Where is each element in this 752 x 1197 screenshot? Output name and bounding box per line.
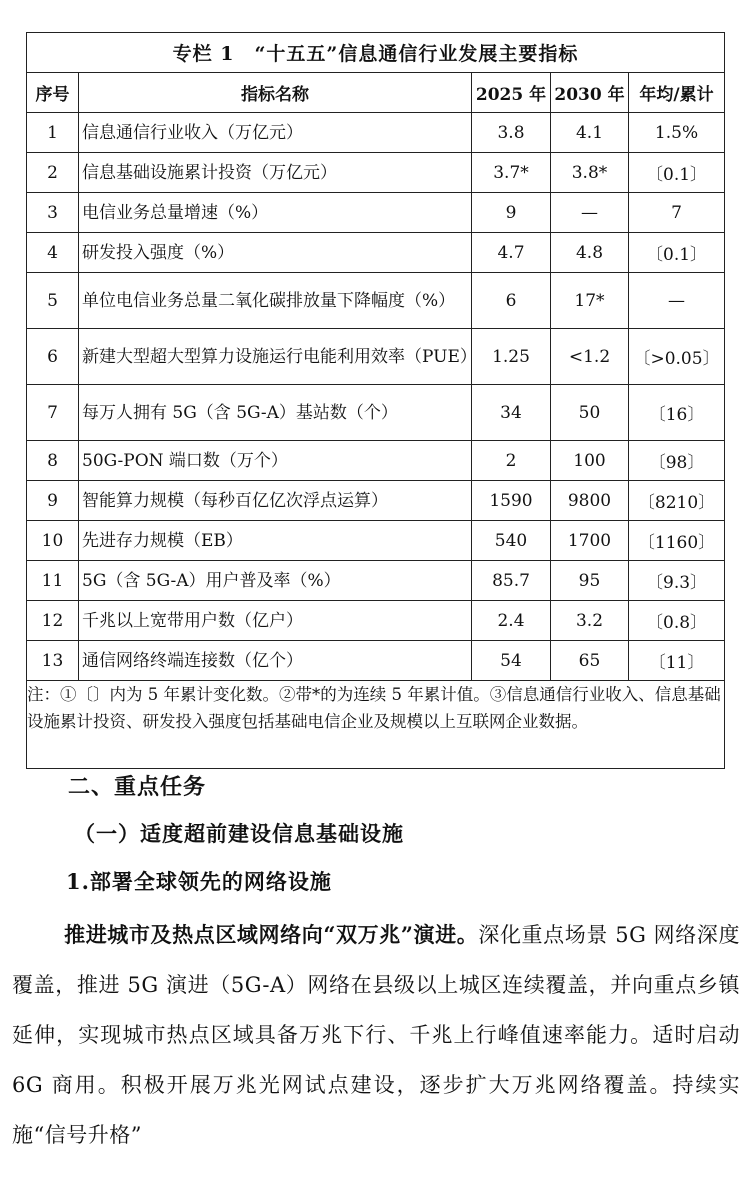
cell-avg: 〔>0.05〕	[629, 329, 725, 385]
body-paragraph	[12, 910, 740, 1160]
cell-name: 智能算力规模（每秒百亿亿次浮点运算）	[79, 481, 472, 521]
table-header-row	[27, 73, 725, 113]
cell-2030: —	[551, 193, 629, 233]
header-no: 序号	[27, 73, 79, 113]
cell-2030: 4.1	[551, 113, 629, 153]
table-row	[27, 521, 725, 561]
cell-no: 5	[27, 273, 79, 329]
item-heading: 1.部署全球领先的网络设施	[66, 869, 332, 894]
cell-2030: 17*	[551, 273, 629, 329]
paragraph-lead: 推进城市及热点区域网络向“双万兆”演进。	[64, 922, 479, 947]
table-note: 注：①〔〕内为 5 年累计变化数。②带*的为连续 5 年累计值。③信息通信行业收入、信息基础设施累计投资、研发投入强度包括基础电信企业及规模以上互联网企业数据。	[27, 681, 725, 769]
cell-name: 电信业务总量增速（%）	[79, 193, 472, 233]
cell-no: 4	[27, 233, 79, 273]
cell-name: 新建大型超大型算力设施运行电能利用效率（PUE）	[79, 329, 472, 385]
cell-avg: 〔1160〕	[629, 521, 725, 561]
cell-no: 7	[27, 385, 79, 441]
indicators-table	[26, 32, 725, 769]
paragraph-body: 深化重点场景 5G 网络深度覆盖，推进 5G 演进（5G-A）网络在县级以上城区连续覆盖，并向重点乡镇延伸，实现城市热点区域具备万兆下行、千兆上行峰值速率能力。适时启动 6G 商用。积极开展万兆光网试点建设，逐步扩大万兆网络覆盖。持续实施“信号升格”	[12, 923, 740, 1147]
cell-name: 5G（含 5G-A）用户普及率（%）	[79, 561, 472, 601]
cell-2030: 3.8*	[551, 153, 629, 193]
cell-no: 3	[27, 193, 79, 233]
cell-avg: 7	[629, 193, 725, 233]
section-heading: 二、重点任务	[68, 774, 207, 800]
cell-2025: 6	[472, 273, 551, 329]
cell-name: 先进存力规模（EB）	[79, 521, 472, 561]
table-row	[27, 641, 725, 681]
header-2030: 2030 年	[551, 73, 629, 113]
table-row	[27, 193, 725, 233]
cell-2030: 95	[551, 561, 629, 601]
table-note-row	[27, 681, 725, 769]
cell-avg: 〔0.8〕	[629, 601, 725, 641]
cell-name: 研发投入强度（%）	[79, 233, 472, 273]
cell-name: 50G-PON 端口数（万个）	[79, 441, 472, 481]
cell-avg: 〔11〕	[629, 641, 725, 681]
cell-no: 13	[27, 641, 79, 681]
cell-2030: 4.8	[551, 233, 629, 273]
cell-2025: 540	[472, 521, 551, 561]
cell-2030: <1.2	[551, 329, 629, 385]
cell-name: 通信网络终端连接数（亿个）	[79, 641, 472, 681]
cell-no: 11	[27, 561, 79, 601]
table-row	[27, 329, 725, 385]
cell-no: 2	[27, 153, 79, 193]
table-row	[27, 273, 725, 329]
cell-name: 信息基础设施累计投资（万亿元）	[79, 153, 472, 193]
cell-2025: 2	[472, 441, 551, 481]
header-2025: 2025 年	[472, 73, 551, 113]
cell-2025: 85.7	[472, 561, 551, 601]
cell-avg: 〔16〕	[629, 385, 725, 441]
cell-avg: 〔0.1〕	[629, 153, 725, 193]
table-row	[27, 561, 725, 601]
table-caption-row	[27, 33, 725, 73]
cell-name: 千兆以上宽带用户数（亿户）	[79, 601, 472, 641]
cell-2025: 34	[472, 385, 551, 441]
cell-2030: 1700	[551, 521, 629, 561]
cell-avg: 〔98〕	[629, 441, 725, 481]
table-row	[27, 601, 725, 641]
cell-2025: 9	[472, 193, 551, 233]
table-row	[27, 113, 725, 153]
cell-2030: 100	[551, 441, 629, 481]
cell-avg: —	[629, 273, 725, 329]
cell-2025: 54	[472, 641, 551, 681]
cell-2030: 9800	[551, 481, 629, 521]
cell-2025: 1590	[472, 481, 551, 521]
header-name: 指标名称	[79, 73, 472, 113]
cell-name: 每万人拥有 5G（含 5G-A）基站数（个）	[79, 385, 472, 441]
cell-2025: 3.8	[472, 113, 551, 153]
table-row	[27, 153, 725, 193]
cell-no: 9	[27, 481, 79, 521]
cell-no: 1	[27, 113, 79, 153]
table-body	[27, 113, 725, 681]
cell-name: 信息通信行业收入（万亿元）	[79, 113, 472, 153]
cell-avg: 1.5%	[629, 113, 725, 153]
table-row	[27, 385, 725, 441]
table-row	[27, 233, 725, 273]
cell-avg: 〔9.3〕	[629, 561, 725, 601]
table-caption: 专栏 1 “十五五”信息通信行业发展主要指标	[27, 33, 725, 73]
table-row	[27, 481, 725, 521]
cell-avg: 〔8210〕	[629, 481, 725, 521]
cell-2025: 4.7	[472, 233, 551, 273]
cell-2030: 50	[551, 385, 629, 441]
cell-2025: 2.4	[472, 601, 551, 641]
cell-2030: 65	[551, 641, 629, 681]
subsection-heading: （一）适度超前建设信息基础设施	[74, 821, 404, 846]
table-row	[27, 441, 725, 481]
cell-no: 10	[27, 521, 79, 561]
cell-2030: 3.2	[551, 601, 629, 641]
cell-no: 6	[27, 329, 79, 385]
cell-name: 单位电信业务总量二氧化碳排放量下降幅度（%）	[79, 273, 472, 329]
cell-2025: 1.25	[472, 329, 551, 385]
header-avg: 年均/累计	[629, 73, 725, 113]
cell-no: 12	[27, 601, 79, 641]
cell-avg: 〔0.1〕	[629, 233, 725, 273]
cell-no: 8	[27, 441, 79, 481]
cell-2025: 3.7*	[472, 153, 551, 193]
